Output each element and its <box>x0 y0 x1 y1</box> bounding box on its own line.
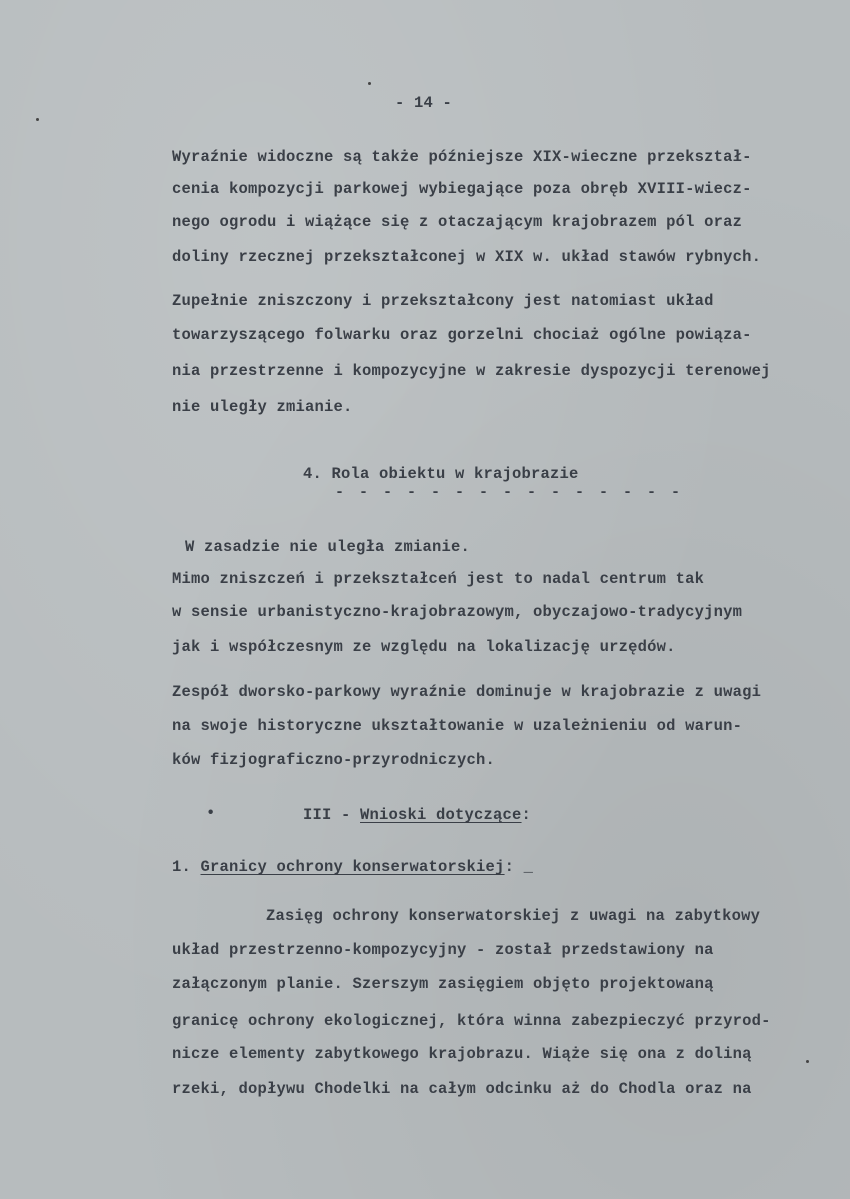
subsection-1-heading <box>172 858 533 876</box>
subsection-1-title: Granicy ochrony konserwatorskiej <box>200 858 505 876</box>
text-line: Zespół dworsko-parkowy wyraźnie dominuje w krajobrazie z uwagi <box>172 683 762 701</box>
text-line: załączonym planie. Szerszym zasięgiem objęto projektowaną <box>172 975 714 993</box>
text-line: Wyraźnie widoczne są także późniejsze XIX-wieczne przekształ- <box>172 148 752 166</box>
page-number: - 14 - <box>395 94 453 112</box>
section-3-suffix: : <box>521 806 532 824</box>
paper-speck <box>36 118 39 121</box>
text-line: jak i współczesnym ze względu na lokalizację urzędów. <box>172 638 676 656</box>
text-line: nia przestrzenne i kompozycyjne w zakresie dyspozycji terenowej <box>172 362 771 380</box>
text-line: doliny rzecznej przekształconej w XIX w. układ stawów rybnych. <box>172 248 762 266</box>
paper-speck <box>806 1060 809 1063</box>
text-line: nie uległy zmianie. <box>172 398 353 416</box>
text-line: granicę ochrony ekologicznej, która winna zabezpieczyć przyrod- <box>172 1012 771 1030</box>
section-4-heading: 4. Rola obiektu w krajobrazie <box>303 465 579 483</box>
subsection-1-suffix: : _ <box>504 858 534 876</box>
text-line: nicze elementy zabytkowego krajobrazu. Wiąże się ona z doliną <box>172 1045 752 1063</box>
section-3-heading <box>303 806 531 824</box>
subsection-1-number: 1. <box>172 858 201 876</box>
text-line: W zasadzie nie uległa zmianie. <box>185 538 471 556</box>
text-line: Mimo zniszczeń i przekształceń jest to nadal centrum tak <box>172 570 705 588</box>
text-line: Zasięg ochrony konserwatorskiej z uwagi na zabytkowy <box>266 907 761 925</box>
text-line: Zupełnie zniszczony i przekształcony jest natomiast układ <box>172 292 714 310</box>
text-line: ków fizjograficzno-przyrodniczych. <box>172 751 496 769</box>
section-3-title: Wnioski dotyczące <box>360 806 522 824</box>
section-4-underline: - - - - - - - - - - - - - - - <box>335 484 684 501</box>
text-line: układ przestrzenno-kompozycyjny - został przedstawiony na <box>172 941 714 959</box>
bullet-mark: • <box>206 804 216 822</box>
text-line: na swoje historyczne ukształtowanie w uzależnieniu od warun- <box>172 717 743 735</box>
text-line: towarzyszącego folwarku oraz gorzelni chociaż ogólne powiąza- <box>172 326 752 344</box>
text-line: rzeki, dopływu Chodelki na całym odcinku aż do Chodla oraz na <box>172 1080 752 1098</box>
section-3-prefix: III - <box>303 806 361 824</box>
text-line: w sensie urbanistyczno-krajobrazowym, obyczajowo-tradycyjnym <box>172 603 743 621</box>
text-line: cenia kompozycji parkowej wybiegające poza obręb XVIII-wiecz- <box>172 180 752 198</box>
text-line: nego ogrodu i wiążące się z otaczającym krajobrazem pól oraz <box>172 213 743 231</box>
paper-speck <box>368 82 371 85</box>
